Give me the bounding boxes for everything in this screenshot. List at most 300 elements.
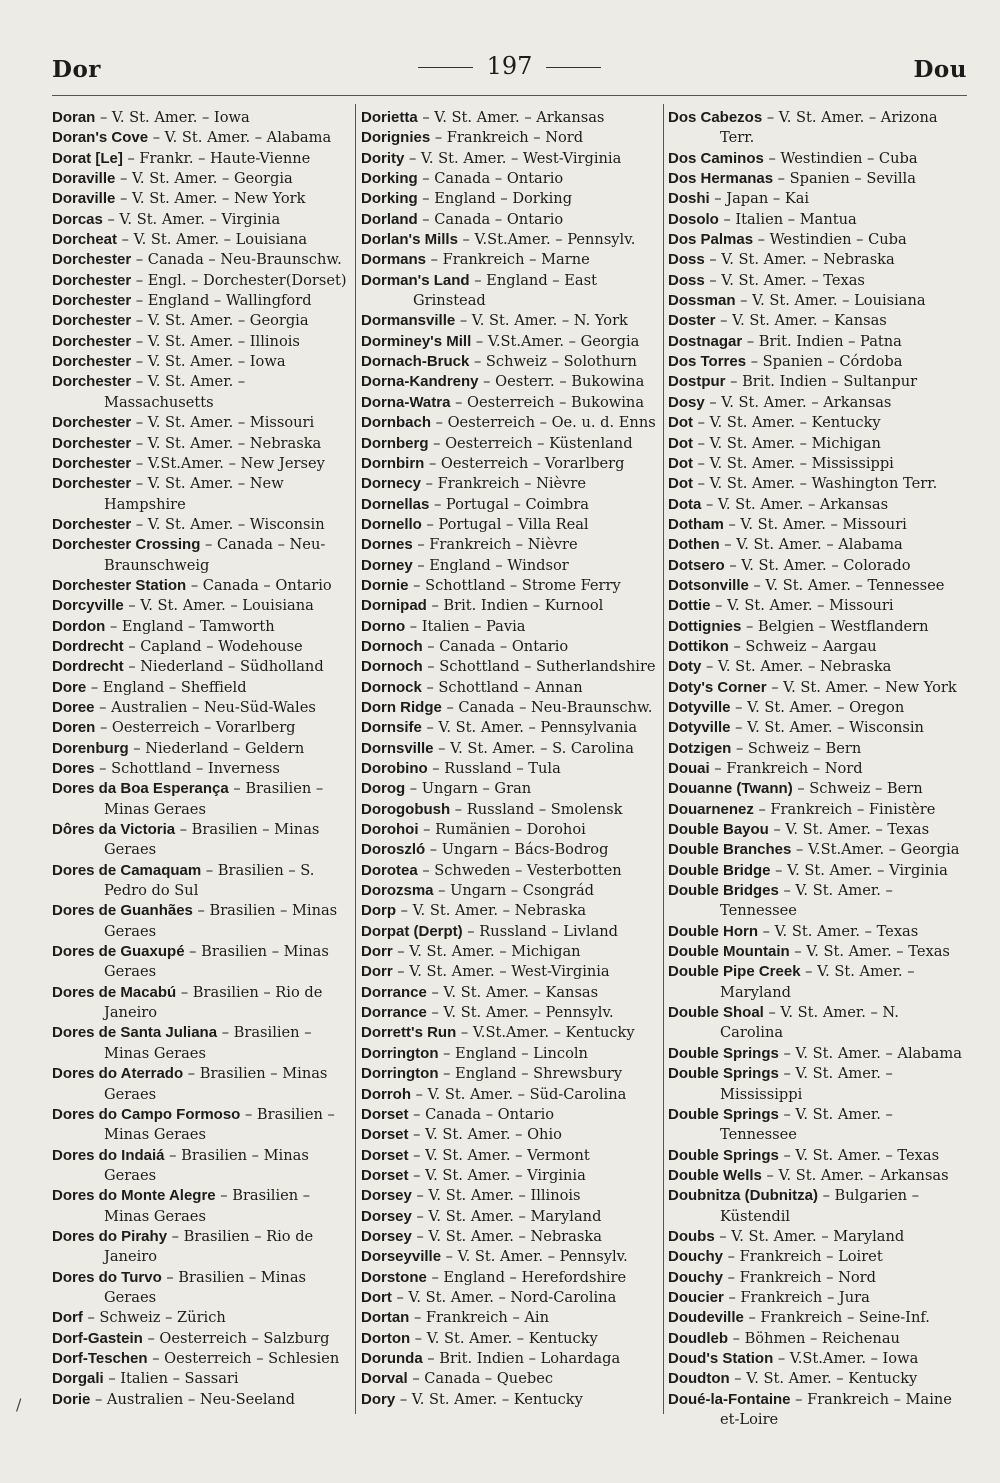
entry-headword: Dornellas (361, 495, 430, 513)
gazetteer-entry (361, 535, 659, 555)
gazetteer-entry (361, 1329, 659, 1349)
entry-headword: Dornie (361, 576, 409, 594)
entry-location: – V. St. Amer. – Alabama (148, 129, 332, 147)
entry-headword: Doubnitza (Dubnitza) (668, 1187, 818, 1205)
entry-location: – V. St. Amer. – Mississippi (693, 454, 894, 472)
entry-location: – V. St. Amer. – New Hampshire (104, 475, 284, 513)
entry-location: – V. St. Amer. – Washington Terr. (693, 475, 938, 493)
entry-headword: Doster (668, 312, 716, 330)
gazetteer-entry (668, 861, 966, 881)
entry-headword: Dorozsma (361, 882, 434, 900)
gazetteer-entry (361, 1268, 659, 1288)
entry-location: – V.St.Amer. – Georgia (471, 332, 640, 350)
entry-location: – Canada – Ontario (417, 210, 564, 228)
entry-headword: Dos Hermanas (668, 170, 774, 188)
gazetteer-entry (668, 230, 966, 250)
entry-headword: Double Springs (668, 1146, 779, 1164)
entry-location: – V. St. Amer. – Arkansas (701, 495, 889, 513)
entry-headword: Dores do Indaiá (52, 1146, 165, 1164)
gazetteer-entry (52, 535, 348, 576)
gazetteer-entry (361, 962, 659, 982)
entry-headword: Dores de Guanhães (52, 902, 193, 920)
entry-location: – Canada – Ontario (422, 637, 569, 655)
gazetteer-entry (52, 169, 348, 189)
entry-location: – England – Lincoln (438, 1044, 588, 1062)
entry-location: – V. St. Amer. – Nebraska (701, 658, 892, 676)
entry-location: – Brit. Indien – Sultanpur (725, 373, 918, 391)
gazetteer-entry (361, 250, 659, 270)
gazetteer-entry (668, 922, 966, 942)
entry-location: – V. St. Amer. – Mississippi (720, 1065, 893, 1103)
entry-headword: Dos Caminos (668, 149, 764, 167)
gazetteer-entry (668, 210, 966, 230)
gazetteer-entry (361, 454, 659, 474)
entry-location: – Frankreich – Nord (430, 129, 584, 147)
entry-location: – V. St. Amer. – Michigan (693, 434, 881, 452)
entry-location: – Brasilien – Minas Geraes (104, 821, 320, 859)
entry-headword: Dorchester (52, 292, 132, 310)
gazetteer-entry (52, 271, 348, 291)
gazetteer-entry (52, 1146, 348, 1187)
entry-location: – Niederland – Südholland (123, 658, 324, 676)
entry-headword: Dotyville (668, 719, 731, 737)
entry-headword: Dormansville (361, 312, 456, 330)
gazetteer-entry (361, 1288, 659, 1308)
gazetteer-entry (361, 901, 659, 921)
entry-location: – V. St. Amer. – Arkansas (704, 393, 892, 411)
gazetteer-entry (361, 1044, 659, 1064)
gazetteer-entry (668, 800, 966, 820)
entry-location: – Russland – Tula (427, 760, 561, 777)
gazetteer-entry (668, 454, 966, 474)
entry-headword: Double Mountain (668, 943, 790, 961)
entry-location: – V. St. Amer. – Maryland (714, 1227, 905, 1245)
gazetteer-entry (668, 1369, 966, 1389)
page-number: 197 (486, 52, 533, 80)
entry-headword: Dormans (361, 251, 427, 269)
gazetteer-entry (52, 210, 348, 230)
gazetteer-entry (361, 1390, 659, 1410)
entry-location: – Engl. – Dorchester(Dorset) (131, 271, 347, 289)
entry-location: – Australien – Neu-Süd-Wales (94, 698, 316, 716)
entry-location: – V. St. Amer. – New York (115, 190, 306, 208)
gazetteer-entry (361, 149, 659, 169)
entry-headword: Dorking (361, 170, 418, 188)
gazetteer-entry (361, 495, 659, 515)
entry-location: – Brasilien – Minas Geraes (104, 1187, 311, 1225)
entry-headword: Dorchester (52, 312, 132, 330)
entry-headword: Dorney (361, 556, 413, 574)
entry-location: – V. St. Amer. – Maryland (720, 963, 915, 1001)
column-1 (52, 108, 348, 1410)
entry-headword: Douarnenez (668, 800, 754, 818)
gazetteer-entry (52, 861, 348, 902)
gazetteer-entry (668, 495, 966, 515)
entry-headword: Dorcas (52, 210, 103, 228)
entry-headword: Dorna-Watra (361, 393, 451, 411)
entry-location: – V. St. Amer. – Louisiana (735, 292, 926, 310)
gazetteer-entry (361, 820, 659, 840)
entry-location: – Brasilien – Minas Geraes (104, 943, 329, 981)
entry-location: – Frankreich – Nord (709, 760, 863, 777)
entry-headword: Dornbirn (361, 454, 425, 472)
gazetteer-entry (52, 779, 348, 820)
entry-headword: Dot (668, 454, 693, 472)
entry-headword: Dornach-Bruck (361, 353, 470, 371)
entry-location: – V. St. Amer. – Texas (758, 922, 919, 940)
gazetteer-entry (52, 474, 348, 515)
gazetteer-entry (52, 678, 348, 698)
gazetteer-entry (361, 779, 659, 799)
entry-headword: Dornoch (361, 658, 423, 676)
entry-headword: Dores de Guaxupé (52, 943, 185, 961)
gazetteer-entry (52, 983, 348, 1024)
entry-location: – England – East Grinstead (413, 271, 597, 310)
entry-headword: Doree (52, 698, 95, 716)
gazetteer-entry (361, 311, 659, 331)
entry-location: – V. St. Amer. – Iowa (131, 353, 286, 371)
entry-location: – V. St. Amer. – New York (766, 678, 957, 696)
gazetteer-entry (668, 881, 966, 922)
gazetteer-entry (361, 1166, 659, 1186)
entry-headword: Dorohoi (361, 821, 419, 839)
gazetteer-entry (668, 1329, 966, 1349)
gazetteer-entry (668, 698, 966, 718)
gazetteer-entry (361, 1105, 659, 1125)
gazetteer-entry (668, 515, 966, 535)
gazetteer-entry (668, 189, 966, 209)
entry-headword: Douai (668, 760, 710, 777)
entry-location: – Frankreich – Nord (723, 1268, 876, 1286)
gazetteer-entry (361, 474, 659, 494)
entry-location: – V. St. Amer. – Virginia (770, 861, 948, 879)
entry-location: – V. St. Amer. – Georgia (115, 170, 293, 188)
entry-location: – V. St. Amer. – Kentucky (410, 1329, 598, 1347)
entry-headword: Dorchester Station (52, 576, 187, 594)
gazetteer-entry (361, 1146, 659, 1166)
entry-location: – England – Wallingford (131, 292, 312, 310)
entry-headword: Dottikon (668, 637, 729, 655)
gazetteer-entry (668, 759, 966, 779)
entry-location: – Brasilien – Rio de Janeiro (104, 983, 323, 1022)
entry-location: – England – Sheffield (86, 678, 247, 696)
gazetteer-entry (52, 149, 348, 169)
gazetteer-entry (668, 1227, 966, 1247)
entry-headword: Dornsville (361, 739, 434, 757)
entry-location: – V. St. Amer. – Kansas (715, 312, 887, 330)
gazetteer-entry (52, 291, 348, 311)
entry-location: – V. St. Amer. – Nebraska (131, 434, 322, 452)
entry-headword: Dornberg (361, 434, 429, 452)
gazetteer-entry (668, 576, 966, 596)
gazetteer-entry (361, 1023, 659, 1043)
gazetteer-entry (52, 1369, 348, 1389)
gazetteer-entry (668, 596, 966, 616)
header-right-guideword: Dou (913, 56, 967, 83)
entry-headword: Dota (668, 495, 702, 513)
gazetteer-entry (52, 576, 348, 596)
entry-headword: Dosy (668, 393, 705, 411)
entry-headword: Dorking (361, 190, 418, 208)
gazetteer-entry (668, 271, 966, 291)
gazetteer-entry (52, 901, 348, 942)
gazetteer-entry (361, 1125, 659, 1145)
entry-headword: Double Bayou (668, 821, 769, 839)
entry-headword: Doshi (668, 190, 710, 208)
gazetteer-entry (668, 1308, 966, 1328)
entry-location: – V. St. Amer. – S. Carolina (433, 739, 634, 757)
gazetteer-entry (668, 1186, 966, 1227)
entry-headword: Dorlan's Mills (361, 231, 458, 249)
entry-location: – V. St. Amer. – Nord-Carolina (391, 1288, 617, 1306)
gazetteer-entry (52, 1308, 348, 1328)
entry-location: – V. St. Amer. – West-Virginia (404, 149, 622, 167)
gazetteer-entry (52, 372, 348, 413)
entry-location: – V.St.Amer. – New Jersey (131, 454, 325, 472)
gazetteer-entry (361, 189, 659, 209)
entry-location: – V. St. Amer. – Georgia (131, 312, 309, 330)
entry-headword: Dorogobush (361, 800, 451, 818)
gazetteer-entry (668, 311, 966, 331)
entry-location: – V. St. Amer. – Texas (704, 271, 865, 289)
entry-headword: Dorrance (361, 983, 427, 1001)
gazetteer-entry (361, 393, 659, 413)
entry-location: – V. St. Amer. – Iowa (95, 109, 250, 126)
gazetteer-entry (668, 372, 966, 392)
entry-headword: Doraville (52, 170, 116, 188)
entry-headword: Dorsey (361, 1227, 412, 1245)
entry-location: – Oesterreich – Vorarlberg (95, 719, 296, 737)
gazetteer-entry (361, 1308, 659, 1328)
entry-headword: Dorton (361, 1329, 411, 1347)
entry-location: – England – Dorking (417, 190, 573, 208)
entry-location: – Westindien – Cuba (763, 149, 918, 167)
entry-headword: Dorunda (361, 1349, 423, 1367)
entry-headword: Double Springs (668, 1105, 779, 1123)
entry-headword: Dory (361, 1390, 396, 1408)
entry-headword: Dorf-Teschen (52, 1349, 148, 1367)
entry-location: – Oesterreich – Bukowina (450, 393, 645, 411)
entry-headword: Dos Palmas (668, 231, 754, 249)
entry-headword: Dornipad (361, 597, 427, 615)
entry-headword: Double Branches (668, 841, 792, 859)
gazetteer-entry (52, 1186, 348, 1227)
gazetteer-entry (52, 1023, 348, 1064)
gazetteer-entry (668, 1390, 966, 1431)
gazetteer-entry (361, 881, 659, 901)
gazetteer-entry (668, 617, 966, 637)
entry-headword: Dortan (361, 1309, 410, 1327)
entry-headword: Dorset (361, 1126, 409, 1144)
entry-location: – Brasilien – Minas Geraes (104, 1146, 309, 1184)
entry-location: – V. St. Amer. – Kentucky (729, 1370, 918, 1388)
entry-headword: Doty (668, 658, 702, 676)
entry-location: – V.St.Amer. – Iowa (773, 1349, 919, 1367)
entry-headword: Dores de Macabú (52, 983, 177, 1001)
gazetteer-entry (361, 169, 659, 189)
entry-headword: Double Bridges (668, 882, 779, 900)
entry-headword: Dorignies (361, 129, 431, 147)
gazetteer-entry (668, 779, 966, 799)
entry-headword: Doss (668, 271, 705, 289)
gazetteer-entry (668, 962, 966, 1003)
column-divider (663, 104, 664, 1414)
entry-headword: Dorchester (52, 271, 132, 289)
column-2 (361, 108, 659, 1410)
entry-location: – Frankreich – Seine-Inf. (743, 1309, 930, 1327)
entry-location: – England – Windsor (412, 556, 569, 574)
entry-headword: Dores de Camaquam (52, 861, 202, 879)
gazetteer-entry (361, 1003, 659, 1023)
gazetteer-entry (668, 637, 966, 657)
gazetteer-entry (361, 332, 659, 352)
gazetteer-entry (361, 108, 659, 128)
entry-headword: Douanne (Twann) (668, 780, 793, 798)
gazetteer-entry (668, 1166, 966, 1186)
gazetteer-entry (52, 128, 348, 148)
entry-location: – Oesterreich – Salzburg (142, 1329, 330, 1347)
entry-headword: Dorobino (361, 760, 428, 777)
entry-location: – Italien – Pavia (405, 617, 526, 635)
gazetteer-entry (361, 698, 659, 718)
entry-location: – Portugal – Coimbra (429, 495, 589, 513)
gazetteer-entry (361, 617, 659, 637)
entry-headword: Dorchester (52, 454, 132, 472)
entry-location: – Canada – Quebec (407, 1370, 553, 1388)
entry-headword: Douchy (668, 1248, 724, 1266)
entry-headword: Dorat [Le] (52, 149, 123, 167)
gazetteer-entry (668, 820, 966, 840)
entry-headword: Doudleb (668, 1329, 728, 1347)
entry-location: – V. St. Amer. – Maryland (411, 1207, 602, 1225)
entry-location: – Oesterr. – Bukowina (478, 373, 645, 391)
gazetteer-entry (361, 678, 659, 698)
entry-location: – Westindien – Cuba (753, 231, 907, 249)
entry-location: – Italien – Sassari (103, 1370, 239, 1388)
entry-headword: Dorno (361, 617, 406, 635)
entry-headword: Dossman (668, 292, 736, 310)
entry-location: – Frankr. – Haute-Vienne (122, 149, 311, 167)
entry-location: – Frankreich – Marne (426, 251, 590, 269)
entry-headword: Dorotea (361, 861, 418, 879)
gazetteer-entry (668, 291, 966, 311)
gazetteer-entry (361, 413, 659, 433)
gazetteer-entry (668, 108, 966, 149)
entry-headword: Dorchester (52, 414, 132, 432)
entry-headword: Dorp (361, 902, 396, 920)
entry-headword: Dostpur (668, 373, 726, 391)
entry-headword: Doran's Cove (52, 129, 149, 147)
gazetteer-entry (52, 739, 348, 759)
entry-location: – Oesterreich – Vorarlberg (424, 454, 625, 472)
entry-location: – V. St. Amer. – Nebraska (396, 902, 587, 920)
gazetteer-entry (668, 739, 966, 759)
gazetteer-entry (361, 271, 659, 312)
gazetteer-entry (52, 657, 348, 677)
entry-location: – Schweiz – Bern (792, 780, 923, 798)
entry-location: – Brasilien – Minas Geraes (104, 1065, 328, 1103)
entry-location: – England – Herefordshire (426, 1268, 627, 1286)
entry-headword: Dorietta (361, 109, 418, 126)
entry-headword: Dores (52, 760, 95, 777)
entry-headword: Dorval (361, 1370, 408, 1388)
entry-location: – V. St. Amer. – Texas (768, 821, 930, 839)
entry-headword: Double Pipe Creek (668, 963, 801, 981)
entry-location: – V. St. Amer. – Vermont (408, 1146, 590, 1164)
entry-location: – Australien – Neu-Seeland (90, 1390, 295, 1408)
entry-headword: Dorrance (361, 1004, 427, 1022)
entry-location: – V.St.Amer. – Pennsylv. (457, 231, 636, 249)
gazetteer-entry (52, 434, 348, 454)
entry-location: – V. St. Amer. – Illinois (411, 1187, 581, 1205)
entry-headword: Dores do Monte Alegre (52, 1187, 216, 1205)
gazetteer-entry (361, 128, 659, 148)
gazetteer-entry (52, 637, 348, 657)
gazetteer-entry (668, 474, 966, 494)
entry-location: – V.St.Amer. – Georgia (791, 841, 960, 859)
gazetteer-entry (361, 637, 659, 657)
page-header (52, 52, 967, 92)
entry-headword: Dorenburg (52, 739, 129, 757)
gazetteer-entry (52, 413, 348, 433)
gazetteer-entry (668, 332, 966, 352)
gazetteer-entry (361, 1227, 659, 1247)
entry-headword: Dornbach (361, 414, 432, 432)
entry-headword: Dorcyville (52, 597, 124, 615)
entry-headword: Dorrington (361, 1044, 439, 1062)
gazetteer-entry (52, 515, 348, 535)
entry-headword: Dorna-Kandreny (361, 373, 479, 391)
entry-location: – England – Tamworth (105, 617, 275, 635)
entry-location: – Frankreich – Ain (409, 1309, 549, 1327)
entry-location: – V. St. Amer. – Kentucky (395, 1390, 583, 1408)
gazetteer-entry (52, 1064, 348, 1105)
entry-headword: Dores da Boa Esperança (52, 780, 229, 798)
gazetteer-entry (361, 1085, 659, 1105)
header-dash-right (546, 67, 601, 68)
entry-headword: Dotsonville (668, 576, 749, 594)
gazetteer-entry (52, 1268, 348, 1309)
entry-headword: Doué-la-Fontaine (668, 1390, 791, 1408)
entry-location: – Brasilien – Minas Geraes (104, 902, 338, 940)
entry-headword: Doss (668, 251, 705, 269)
entry-headword: Dority (361, 149, 405, 167)
gazetteer-entry (361, 556, 659, 576)
entry-headword: Doubs (668, 1227, 715, 1245)
gazetteer-entry (52, 942, 348, 983)
page-number-block (52, 52, 967, 80)
gazetteer-entry (668, 1003, 966, 1044)
entry-headword: Dores do Pirahy (52, 1227, 168, 1245)
entry-location: – Schweiz – Bern (731, 739, 862, 757)
entry-location: – V. St. Amer. – Michigan (392, 943, 581, 961)
entry-headword: Dorminey's Mill (361, 332, 472, 350)
entry-location: – V. St. Amer. – Wisconsin (131, 515, 325, 533)
entry-location: – Ungarn – Csongrád (433, 882, 594, 900)
gazetteer-entry (361, 1207, 659, 1227)
entry-headword: Dorchester (52, 434, 132, 452)
gazetteer-entry (361, 1064, 659, 1084)
entry-headword: Dores do Aterrado (52, 1065, 184, 1083)
entry-location: – V. St. Amer. – Nebraska (704, 251, 895, 269)
gazetteer-entry (361, 210, 659, 230)
gazetteer-entry (361, 576, 659, 596)
gazetteer-entry (52, 230, 348, 250)
entry-headword: Dosolo (668, 210, 719, 228)
entry-headword: Dorgali (52, 1370, 104, 1388)
entry-location: – V. St. Amer. – Kansas (426, 983, 599, 1001)
entry-headword: Dot (668, 414, 693, 432)
